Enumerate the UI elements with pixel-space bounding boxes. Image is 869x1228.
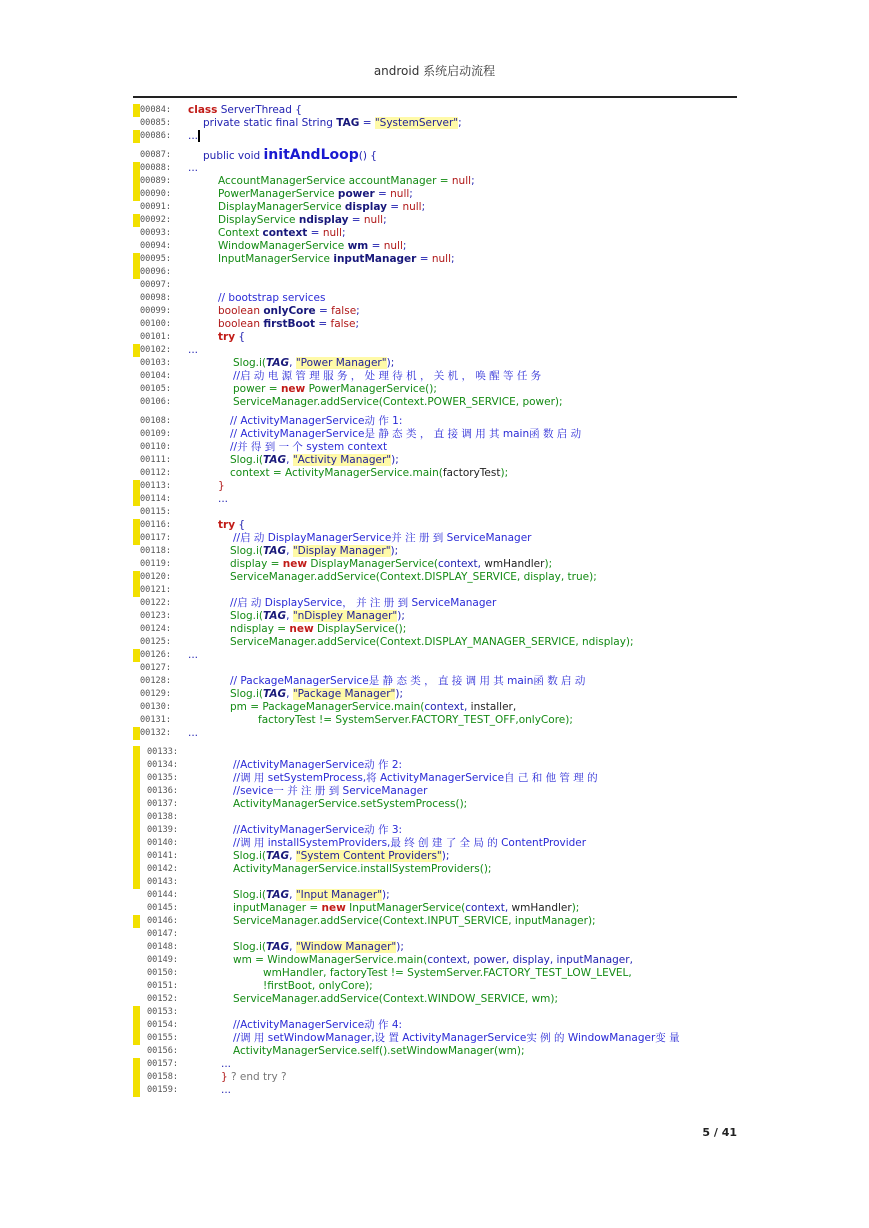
line-number: 00132:: [140, 728, 172, 738]
code-line: 00092: DisplayService ndisplay = null;: [133, 214, 737, 227]
line-number: 00102:: [140, 345, 172, 355]
code-line: 00134: //ActivityManagerService动 作 2:: [133, 759, 737, 772]
line-number: 00085:: [140, 118, 172, 128]
line-number: 00157:: [147, 1059, 179, 1069]
line-number: 00146:: [147, 916, 179, 926]
line-number: 00131:: [140, 715, 172, 725]
line-number: 00150:: [147, 968, 179, 978]
code-line: 00125: ServiceManager.addService(Context.DISPLAY_MANAGER_SERVICE, ndisplay);: [140, 636, 634, 648]
line-number: 00124:: [140, 624, 172, 634]
code-line: 00117: //启 动 DisplayManagerService并 注 册 到 ServiceManager: [133, 532, 737, 545]
code-line: [133, 584, 737, 597]
line-number: 00142:: [147, 864, 179, 874]
code-line: 00154: //ActivityManagerService动 作 4:: [133, 1019, 737, 1032]
line-number: 00111:: [140, 455, 172, 465]
code-line: 00155: //调 用 setWindowManager,设 置 ActivityManagerService实 例 的 WindowManager变 量: [133, 1032, 737, 1045]
line-number: 00147:: [147, 929, 179, 939]
code-line: 00139: //ActivityManagerService动 作 3:: [133, 824, 737, 837]
line-number: 00084:: [140, 105, 172, 115]
code-line: 00140: //调 用 installSystemProviders,最 终 创 建 了 全 局 的 ContentProvider: [133, 837, 737, 850]
code-line: 00087: public void initAndLoop() {: [140, 147, 377, 163]
code-line: [133, 506, 737, 519]
code-line: 00151: !firstBoot, onlyCore);: [147, 980, 373, 992]
page-number: 5 / 41: [702, 1126, 737, 1139]
line-number: 00139:: [147, 825, 179, 835]
code-line: 00106: ServiceManager.addService(Context.POWER_SERVICE, power);: [140, 396, 563, 408]
line-number: 00138:: [147, 812, 179, 822]
line-number: 00126:: [140, 650, 172, 660]
line-number: 00089:: [140, 176, 172, 186]
line-number: 00136:: [147, 786, 179, 796]
code-line: 00131: factoryTest != SystemServer.FACTORY_TEST_OFF,onlyCore);: [140, 714, 573, 726]
code-line: 00103: Slog.i(TAG, "Power Manager");: [140, 357, 395, 369]
code-line: [133, 266, 737, 279]
code-line: 00105: power = new PowerManagerService();: [140, 383, 437, 395]
code-line: 00101: try {: [140, 331, 246, 343]
line-number: 00125:: [140, 637, 172, 647]
code-line: 00146: ServiceManager.addService(Context.INPUT_SERVICE, inputManager);: [133, 915, 737, 928]
code-line: 00102: ...: [133, 344, 737, 357]
code-line: [133, 1006, 737, 1019]
code-line: 00158: } ? end try ?: [133, 1071, 737, 1084]
line-number: 00155:: [147, 1033, 179, 1043]
code-line: 00085: private static final String TAG = "SystemServer";: [140, 117, 462, 129]
code-line: 00157: ...: [133, 1058, 737, 1071]
code-line: 00136: //sevice一 并 注 册 到 ServiceManager: [133, 785, 737, 798]
code-line: 00094: WindowManagerService wm = null;: [140, 240, 407, 252]
line-number: 00088:: [140, 163, 172, 173]
line-number: 00096:: [140, 267, 172, 277]
code-line: 00110: //并 得 到 一 个 system context: [140, 441, 388, 453]
line-number: 00113:: [140, 481, 172, 491]
line-number: 00129:: [140, 689, 172, 699]
line-number: 00148:: [147, 942, 179, 952]
line-number: 00151:: [147, 981, 179, 991]
code-line: 00130: pm = PackageManagerService.main(context, installer,: [140, 701, 517, 713]
line-number: 00115:: [140, 507, 172, 517]
line-number: 00140:: [147, 838, 179, 848]
code-line: 00159: ...: [133, 1084, 737, 1097]
code-line: 00128: // PackageManagerService是 静 态 类 ， 直 接 调 用 其 main函 数 启 动: [140, 675, 586, 687]
code-line: 00098: // bootstrap services: [140, 292, 326, 304]
line-number: 00098:: [140, 293, 172, 303]
code-line: 00113: }: [133, 480, 737, 493]
code-line: 00156: ActivityManagerService.self().setWindowManager(wm);: [147, 1045, 525, 1057]
line-number: 00158:: [147, 1072, 179, 1082]
code-line: 00135: //调 用 setSystemProcess,将 ActivityManagerService自 己 和 他 管 理 的: [133, 772, 737, 785]
line-number: 00149:: [147, 955, 179, 965]
line-number: 00154:: [147, 1020, 179, 1030]
line-number: 00143:: [147, 877, 179, 887]
code-line: 00090: PowerManagerService power = null;: [133, 188, 737, 201]
header-divider: [133, 96, 737, 98]
code-line: 00111: Slog.i(TAG, "Activity Manager");: [140, 454, 399, 466]
line-number: 00093:: [140, 228, 172, 238]
line-number: 00118:: [140, 546, 172, 556]
code-line: [133, 662, 737, 675]
line-number: 00110:: [140, 442, 172, 452]
code-line: 00132: ...: [133, 727, 737, 740]
line-number: 00097:: [140, 280, 172, 290]
code-line: 00145: inputManager = new InputManagerService(context, wmHandler);: [147, 902, 580, 914]
code-line: 00095: InputManagerService inputManager = null;: [133, 253, 737, 266]
line-number: 00127:: [140, 663, 172, 673]
text-cursor: [198, 130, 200, 142]
line-number: 00141:: [147, 851, 179, 861]
code-line: 00150: wmHandler, factoryTest != SystemServer.FACTORY_TEST_LOW_LEVEL,: [147, 967, 632, 979]
line-number: 00100:: [140, 319, 172, 329]
line-number: 00128:: [140, 676, 172, 686]
line-number: 00116:: [140, 520, 172, 530]
line-number: 00094:: [140, 241, 172, 251]
code-line: 00118: Slog.i(TAG, "Display Manager");: [140, 545, 399, 557]
code-line: 00091: DisplayManagerService display = null;: [140, 201, 426, 213]
code-line: 00142: ActivityManagerService.installSystemProviders();: [133, 863, 737, 876]
code-line: 00114: ...: [133, 493, 737, 506]
line-number: 00092:: [140, 215, 172, 225]
line-number: 00109:: [140, 429, 172, 439]
code-line: 00099: boolean onlyCore = false;: [140, 305, 360, 317]
line-number: 00145:: [147, 903, 179, 913]
line-number: 00099:: [140, 306, 172, 316]
code-line: 00129: Slog.i(TAG, "Package Manager");: [140, 688, 403, 700]
line-number: 00086:: [140, 131, 172, 141]
line-number: 00152:: [147, 994, 179, 1004]
line-number: 00159:: [147, 1085, 179, 1095]
code-line: 00089: AccountManagerService accountManager = null;: [133, 175, 737, 188]
code-line: 00152: ServiceManager.addService(Context.WINDOW_SERVICE, wm);: [147, 993, 559, 1005]
code-line: 00108: // ActivityManagerService动 作 1:: [140, 415, 403, 427]
line-number: 00130:: [140, 702, 172, 712]
code-line: 00086: ...: [133, 130, 737, 143]
code-line: 00144: Slog.i(TAG, "Input Manager");: [147, 889, 390, 901]
code-line: 00126: ...: [133, 649, 737, 662]
code-line: [133, 928, 737, 941]
code-line: 00122: //启 动 DisplayService， 并 注 册 到 ServiceManager: [140, 597, 497, 609]
code-line: 00093: Context context = null;: [140, 227, 346, 239]
line-number: 00114:: [140, 494, 172, 504]
code-line: [133, 811, 737, 824]
code-line: 00116: try {: [133, 519, 737, 532]
line-number: 00156:: [147, 1046, 179, 1056]
code-line: [133, 876, 737, 889]
code-line: 00120: ServiceManager.addService(Context.DISPLAY_SERVICE, display, true);: [133, 571, 737, 584]
code-line: 00123: Slog.i(TAG, "nDispley Manager");: [140, 610, 405, 622]
line-number: 00101:: [140, 332, 172, 342]
code-line: 00109: // ActivityManagerService是 静 态 类 ， 直 接 调 用 其 main函 数 启 动: [140, 428, 582, 440]
line-number: 00121:: [140, 585, 172, 595]
line-number: 00134:: [147, 760, 179, 770]
line-number: 00091:: [140, 202, 172, 212]
line-number: 00120:: [140, 572, 172, 582]
line-number: 00103:: [140, 358, 172, 368]
code-line: 00084: class ServerThread {: [133, 104, 737, 117]
code-line: 00141: Slog.i(TAG, "System Content Providers");: [133, 850, 737, 863]
line-number: 00117:: [140, 533, 172, 543]
line-number: 00105:: [140, 384, 172, 394]
code-line: 00137: ActivityManagerService.setSystemProcess();: [133, 798, 737, 811]
line-number: 00090:: [140, 189, 172, 199]
line-number: 00133:: [147, 747, 179, 757]
code-line: 00119: display = new DisplayManagerService(context, wmHandler);: [140, 558, 553, 570]
code-line: 00149: wm = WindowManagerService.main(context, power, display, inputManager,: [147, 954, 633, 966]
line-number: 00144:: [147, 890, 179, 900]
line-number: 00104:: [140, 371, 172, 381]
code-listing: [133, 104, 737, 1097]
line-number: 00135:: [147, 773, 179, 783]
line-number: 00106:: [140, 397, 172, 407]
line-number: 00123:: [140, 611, 172, 621]
line-number: 00087:: [140, 150, 172, 160]
code-line: 00088: ...: [133, 162, 737, 175]
code-line: 00148: Slog.i(TAG, "Window Manager");: [147, 941, 404, 953]
line-number: 00122:: [140, 598, 172, 608]
line-number: 00112:: [140, 468, 172, 478]
line-number: 00119:: [140, 559, 172, 569]
line-number: 00153:: [147, 1007, 179, 1017]
code-line: 00104: //启 动 电 源 管 理 服 务 ， 处 理 待 机 ， 关 机 ， 唤 醒 等 任 务: [140, 370, 542, 382]
code-line: [133, 746, 737, 759]
line-number: 00095:: [140, 254, 172, 264]
code-line: 00124: ndisplay = new DisplayService();: [140, 623, 407, 635]
code-line: 00100: boolean firstBoot = false;: [140, 318, 360, 330]
line-number: 00108:: [140, 416, 172, 426]
line-number: 00137:: [147, 799, 179, 809]
code-line: 00112: context = ActivityManagerService.main(factoryTest);: [140, 467, 509, 479]
document-header-title: android 系统启动流程: [373, 64, 496, 78]
code-line: [133, 279, 737, 292]
